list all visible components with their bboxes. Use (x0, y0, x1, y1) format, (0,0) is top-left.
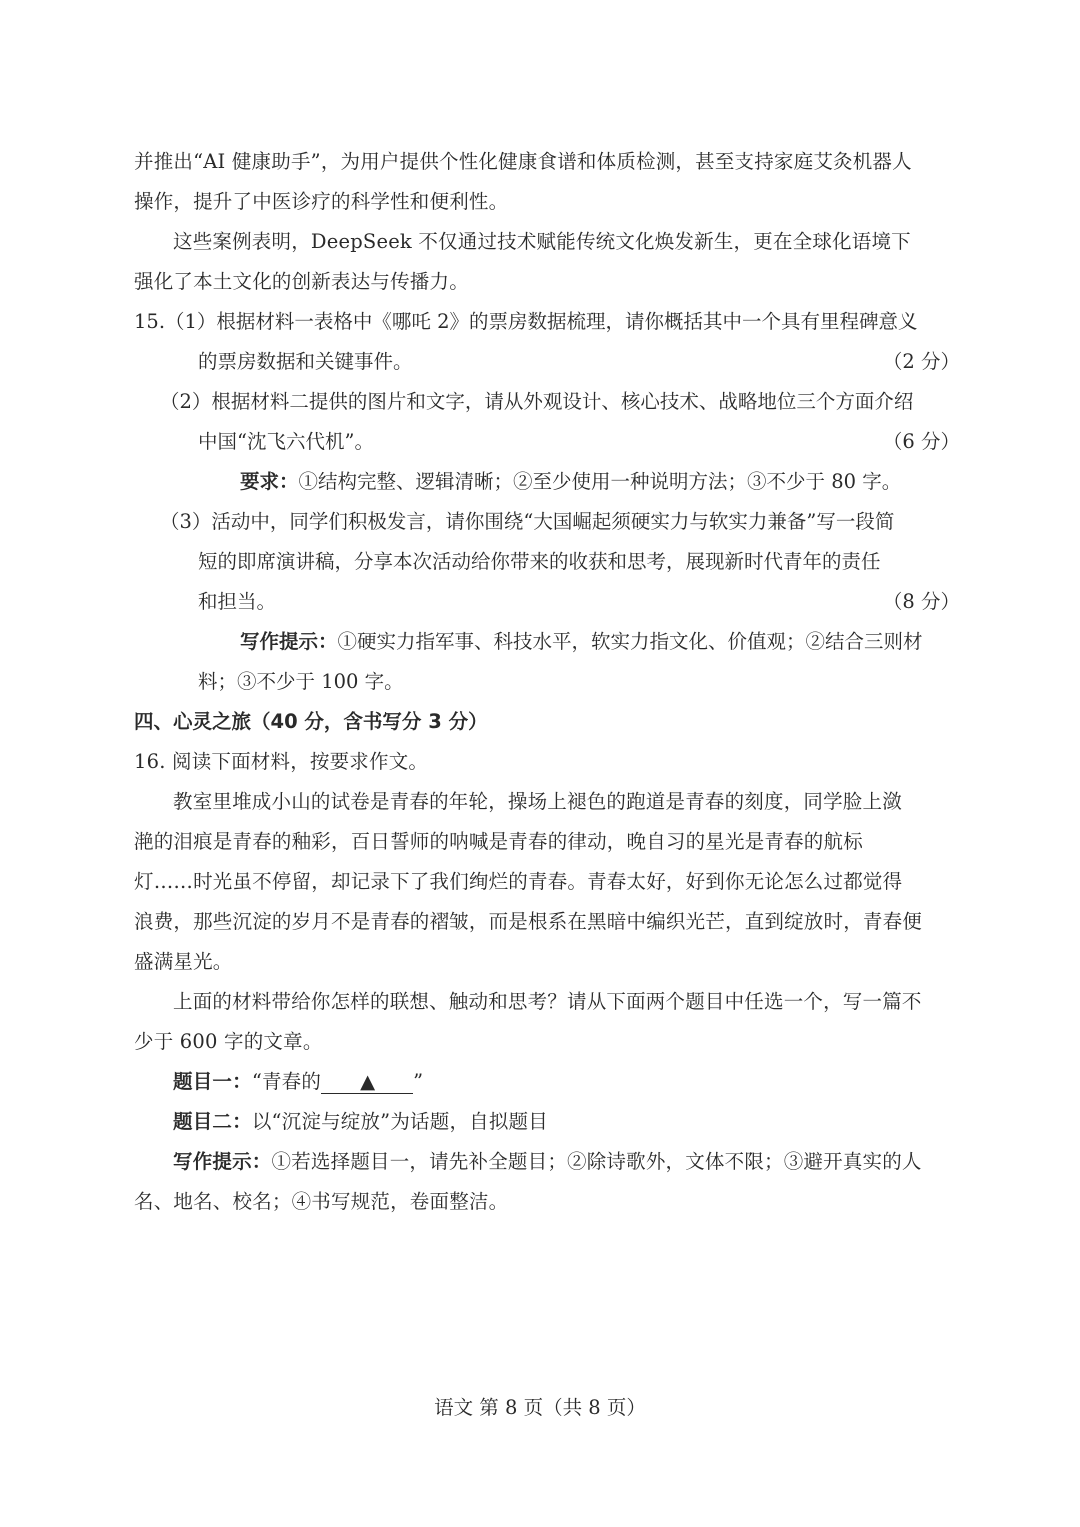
q15-part2-line-1: （2）根据材料二提供的图片和文字，请从外观设计、核心技术、战略地位三个方面介绍 (160, 390, 914, 413)
q15-part1-score: （2 分） (882, 350, 960, 373)
q15-part3-line-2: 短的即席演讲稿，分享本次活动给你带来的收获和思考，展现新时代青年的责任 (198, 550, 881, 573)
q16-title: 16. 阅读下面材料，按要求作文。 (134, 750, 429, 773)
q15-part3-tip-line-2: 料；③不少于 100 字。 (198, 670, 404, 693)
summary-line-2: 强化了本土文化的创新表达与传播力。 (134, 270, 469, 293)
q15-part1-line-1: 15.（1）根据材料一表格中《哪吒 2》的票房数据梳理，请你概括其中一个具有里程碑意义 (134, 310, 918, 333)
topic-one-suffix: ” (413, 1070, 424, 1093)
section-heading: 四、心灵之旅（40 分，含书写分 3 分） (134, 710, 488, 733)
q15-part2-score: （6 分） (882, 430, 960, 453)
topic-two-label: 题目二： (173, 1110, 252, 1133)
essay-tip-label: 写作提示： (173, 1150, 272, 1173)
q15-part2-line-2 (198, 422, 960, 462)
essay-tip-line-1 (134, 1142, 960, 1182)
intro-line-2: 操作，提升了中医诊疗的科学性和便利性。 (134, 190, 509, 213)
q15-part3-tip-line-1 (240, 622, 960, 662)
topic-one-label: 题目一： (173, 1070, 252, 1093)
topic-two (134, 1102, 960, 1142)
q15-part1-line-2 (198, 342, 960, 382)
essay-tip-line-2: 名、地名、校名；④书写规范，卷面整洁。 (134, 1190, 509, 1213)
essay-tip-text: ①若选择题目一，请先补全题目；②除诗歌外，文体不限；③避开真实的人 (271, 1150, 922, 1173)
q15-part2-requirement (240, 462, 960, 502)
prompt-line-1: 上面的材料带给你怎样的联想、触动和思考？请从下面两个题目中任选一个，写一篇不 (173, 990, 922, 1013)
material-line-2: 滟的泪痕是青春的釉彩，百日誓师的呐喊是青春的律动，晚自习的星光是青春的航标 (134, 830, 863, 853)
writing-tip-label: 写作提示： (240, 630, 338, 653)
q15-part1-text: 的票房数据和关键事件。 (198, 350, 413, 373)
q15-part3-score: （8 分） (882, 590, 960, 613)
q15-part3-line-3 (198, 582, 960, 622)
material-line-1: 教室里堆成小山的试卷是青春的年轮，操场上褪色的跑道是青春的刻度，同学脸上潋 (173, 790, 902, 813)
requirement-text: ①结构完整、逻辑清晰；②至少使用一种说明方法；③不少于 80 字。 (298, 470, 902, 493)
topic-one (134, 1062, 960, 1102)
q15-part3-text: 和担当。 (198, 590, 277, 613)
intro-line-1: 并推出“AI 健康助手”，为用户提供个性化健康食谱和体质检测，甚至支持家庭艾灸机器人 (134, 150, 912, 173)
material-line-5: 盛满星光。 (134, 950, 233, 973)
topic-one-blank: ▲ (321, 1071, 413, 1094)
page-footer: 语文 第 8 页（共 8 页） (434, 1396, 646, 1419)
requirement-label: 要求： (240, 470, 299, 493)
q15-part3-line-1: （3）活动中，同学们积极发言，请你围绕“大国崛起须硬实力与软实力兼备”写一段简 (160, 510, 895, 533)
prompt-line-2: 少于 600 字的文章。 (134, 1030, 323, 1053)
topic-two-text: 以“沉淀与绽放”为话题，自拟题目 (251, 1110, 548, 1133)
q15-part2-text: 中国“沈飞六代机”。 (198, 430, 374, 453)
material-line-4: 浪费，那些沉淀的岁月不是青春的褶皱，而是根系在黑暗中编织光芒，直到绽放时，青春便 (134, 910, 923, 933)
writing-tip-text: ①硬实力指军事、科技水平，软实力指文化、价值观；②结合三则材 (337, 630, 923, 653)
material-line-3: 灯……时光虽不停留，却记录下了我们绚烂的青春。青春太好，好到你无论怎么过都觉得 (134, 870, 903, 893)
topic-one-prefix: “青春的 (251, 1070, 322, 1093)
summary-line-1: 这些案例表明，DeepSeek 不仅通过技术赋能传统文化焕发新生，更在全球化语境下 (173, 230, 911, 253)
